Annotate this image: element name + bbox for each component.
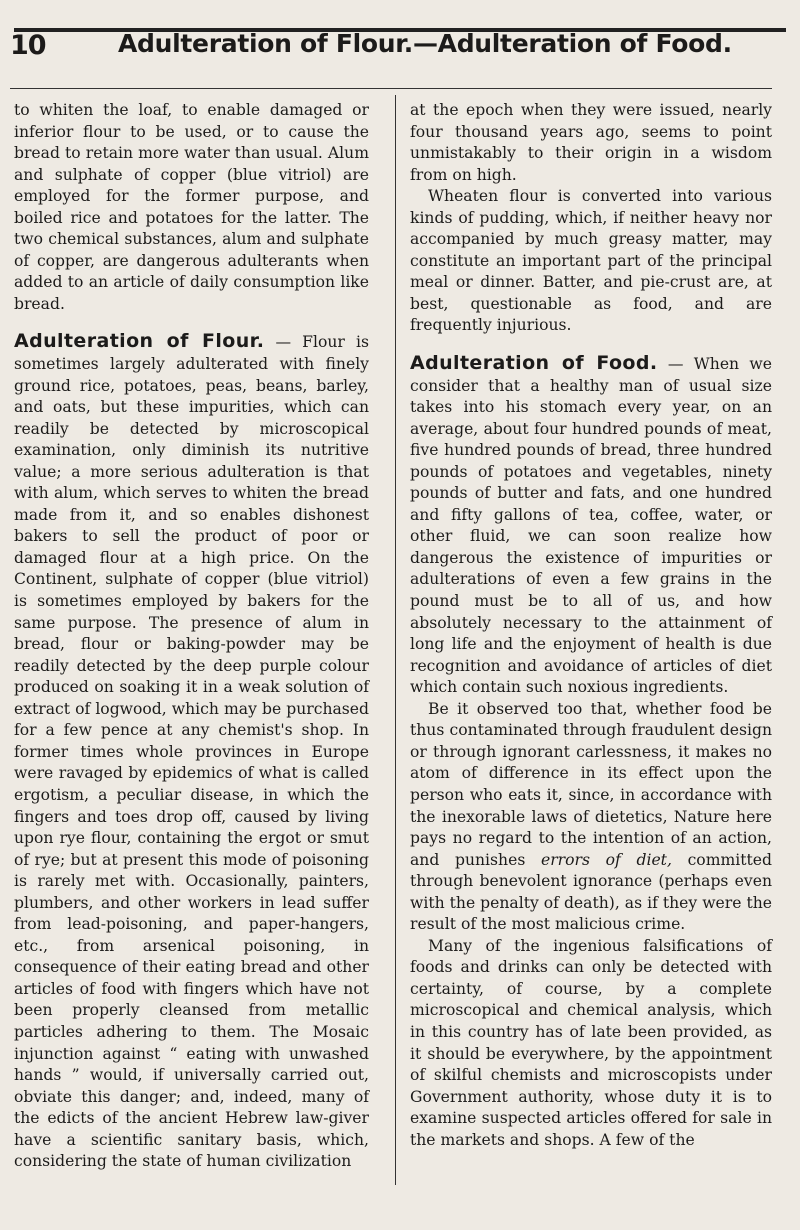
section-text-flour: — Flour is sometimes largely adulterated with finely ground rice, potatoes, peas, beans, barley, and oats, but these impurities, which can readily be detected by microscopical examination, only diminish its nutritive value; a more serious adulteration is that with alum, which serves to whiten the bread made from it, and so enables dishonest bakers to sell the product of poor or damaged flour at a high price. On the Continent, sulphate of copper (blue vitriol) is sometimes employed by bakers for the same purpose. The presence of alum in bread, flour or baking-powder may be readily detected by the deep purple colour produced on soaking it in a weak solution of extract of logwood, which may be purchased for a few pence at any chemist's shop. In former times whole provinces in Europe were ravaged by epidemics of what is called ergotism, a peculiar disease, in which the fingers and toes drop off, caused by living upon rye flour, containing the ergot or smut of rye; but at present this mode of poisoning is rarely met with. Occasionally, painters, plumbers, and other workers in lead suffer from lead-poisoning, and paper-hangers, etc., from arsenical poisoning, in consequence of their eating bread and other articles of food with fingers which have not been properly cleansed from metallic particles adhering to them. The Mosaic injunction against “ eating with unwashed hands ” would, if universally carried out, obviate this danger; and, indeed, many of the edicts of the ancient Hebrew law-giver have a scientific sanitary basis, which, considering the state of human civilization xyxy=(14,333,369,1171)
left-column xyxy=(14,100,369,1173)
section-heading-food: Adulteration of Food. xyxy=(410,352,658,375)
header-bottom-rule xyxy=(10,88,772,89)
column-divider xyxy=(395,95,396,1185)
right-column xyxy=(410,100,772,1151)
section-heading-flour: Adulteration of Flour. xyxy=(14,330,265,353)
running-head: Adulteration of Flour.—Adulteration of Food. xyxy=(118,29,732,58)
section-food xyxy=(410,353,772,699)
paragraph-continuation: to whiten the loaf, to enable damaged or inferior flour to be used, or to cause the bread to retain more water than usual. Alum and sulphate of copper (blue vitriol) are employed for the former purpose, and boiled rice and potatoes for the latter. The two chemical substances, alum and sulphate of copper, are dangerous adulterants when added to an article of daily consumption like bread. xyxy=(14,101,369,313)
paragraph-continuation-right: at the epoch when they were issued, nearly four thousand years ago, seems to point unmistakably to their origin in a wisdom from on high. xyxy=(410,101,772,184)
paragraph-falsifications: Many of the ingenious falsifications of foods and drinks can only be detected with certainty, of course, by a complete microscopical and chemical analysis, which in this country has of late been provided, as it should be everywhere, by the appointment of skilful chemists and microscopists under Government authority, whose duty it is to examine suspected articles offered for sale in the markets and shops. A few of the xyxy=(410,936,772,1149)
paragraph-contamination-a: Be it observed too that, whether food be thus contaminated through fraudulent design or through ignorant carlessness, it makes no atom of difference in its effect upon the person who eats it, since, in accordance with the inexorable laws of dietetics, Nature here pays no regard to the intention of an action, and punishes xyxy=(410,699,772,869)
section-flour xyxy=(14,331,369,1172)
paragraph-contamination-b: committed through benevolent ignorance (perhaps even with the penalty of death), as if they were the result of the most malicious crime. xyxy=(410,850,772,934)
section-text-food: — When we consider that a healthy man of usual size takes into his stomach every year, on an average, about four hundred pounds of meat, five hundred pounds of bread, three hundred pounds of potatoes and vegetables, ninety pounds of butter and fats, and one hundred and fifty gallons of tea, coffee, water, or other fluid, we can soon realize how dangerous the existence of impurities or adulterations of even a few grains in the pound must be to all of us, and how absolutely necessary to the attainment of long life and the enjoyment of health is due recognition and avoidance of articles of diet which contain such noxious ingredients. xyxy=(410,355,772,697)
page-number: 10 xyxy=(10,30,46,61)
paragraph-wheaten-flour: Wheaten flour is converted into various kinds of pudding, which, if neither heavy nor accompanied by much greasy matter, may constitute an important part of the principal meal or dinner. Batter, and pie-crust are, at best, questionable as food, and are frequently injurious. xyxy=(410,187,772,335)
paragraph-contamination xyxy=(410,699,772,936)
paragraph-contamination-emphasis: errors of diet, xyxy=(541,850,672,869)
